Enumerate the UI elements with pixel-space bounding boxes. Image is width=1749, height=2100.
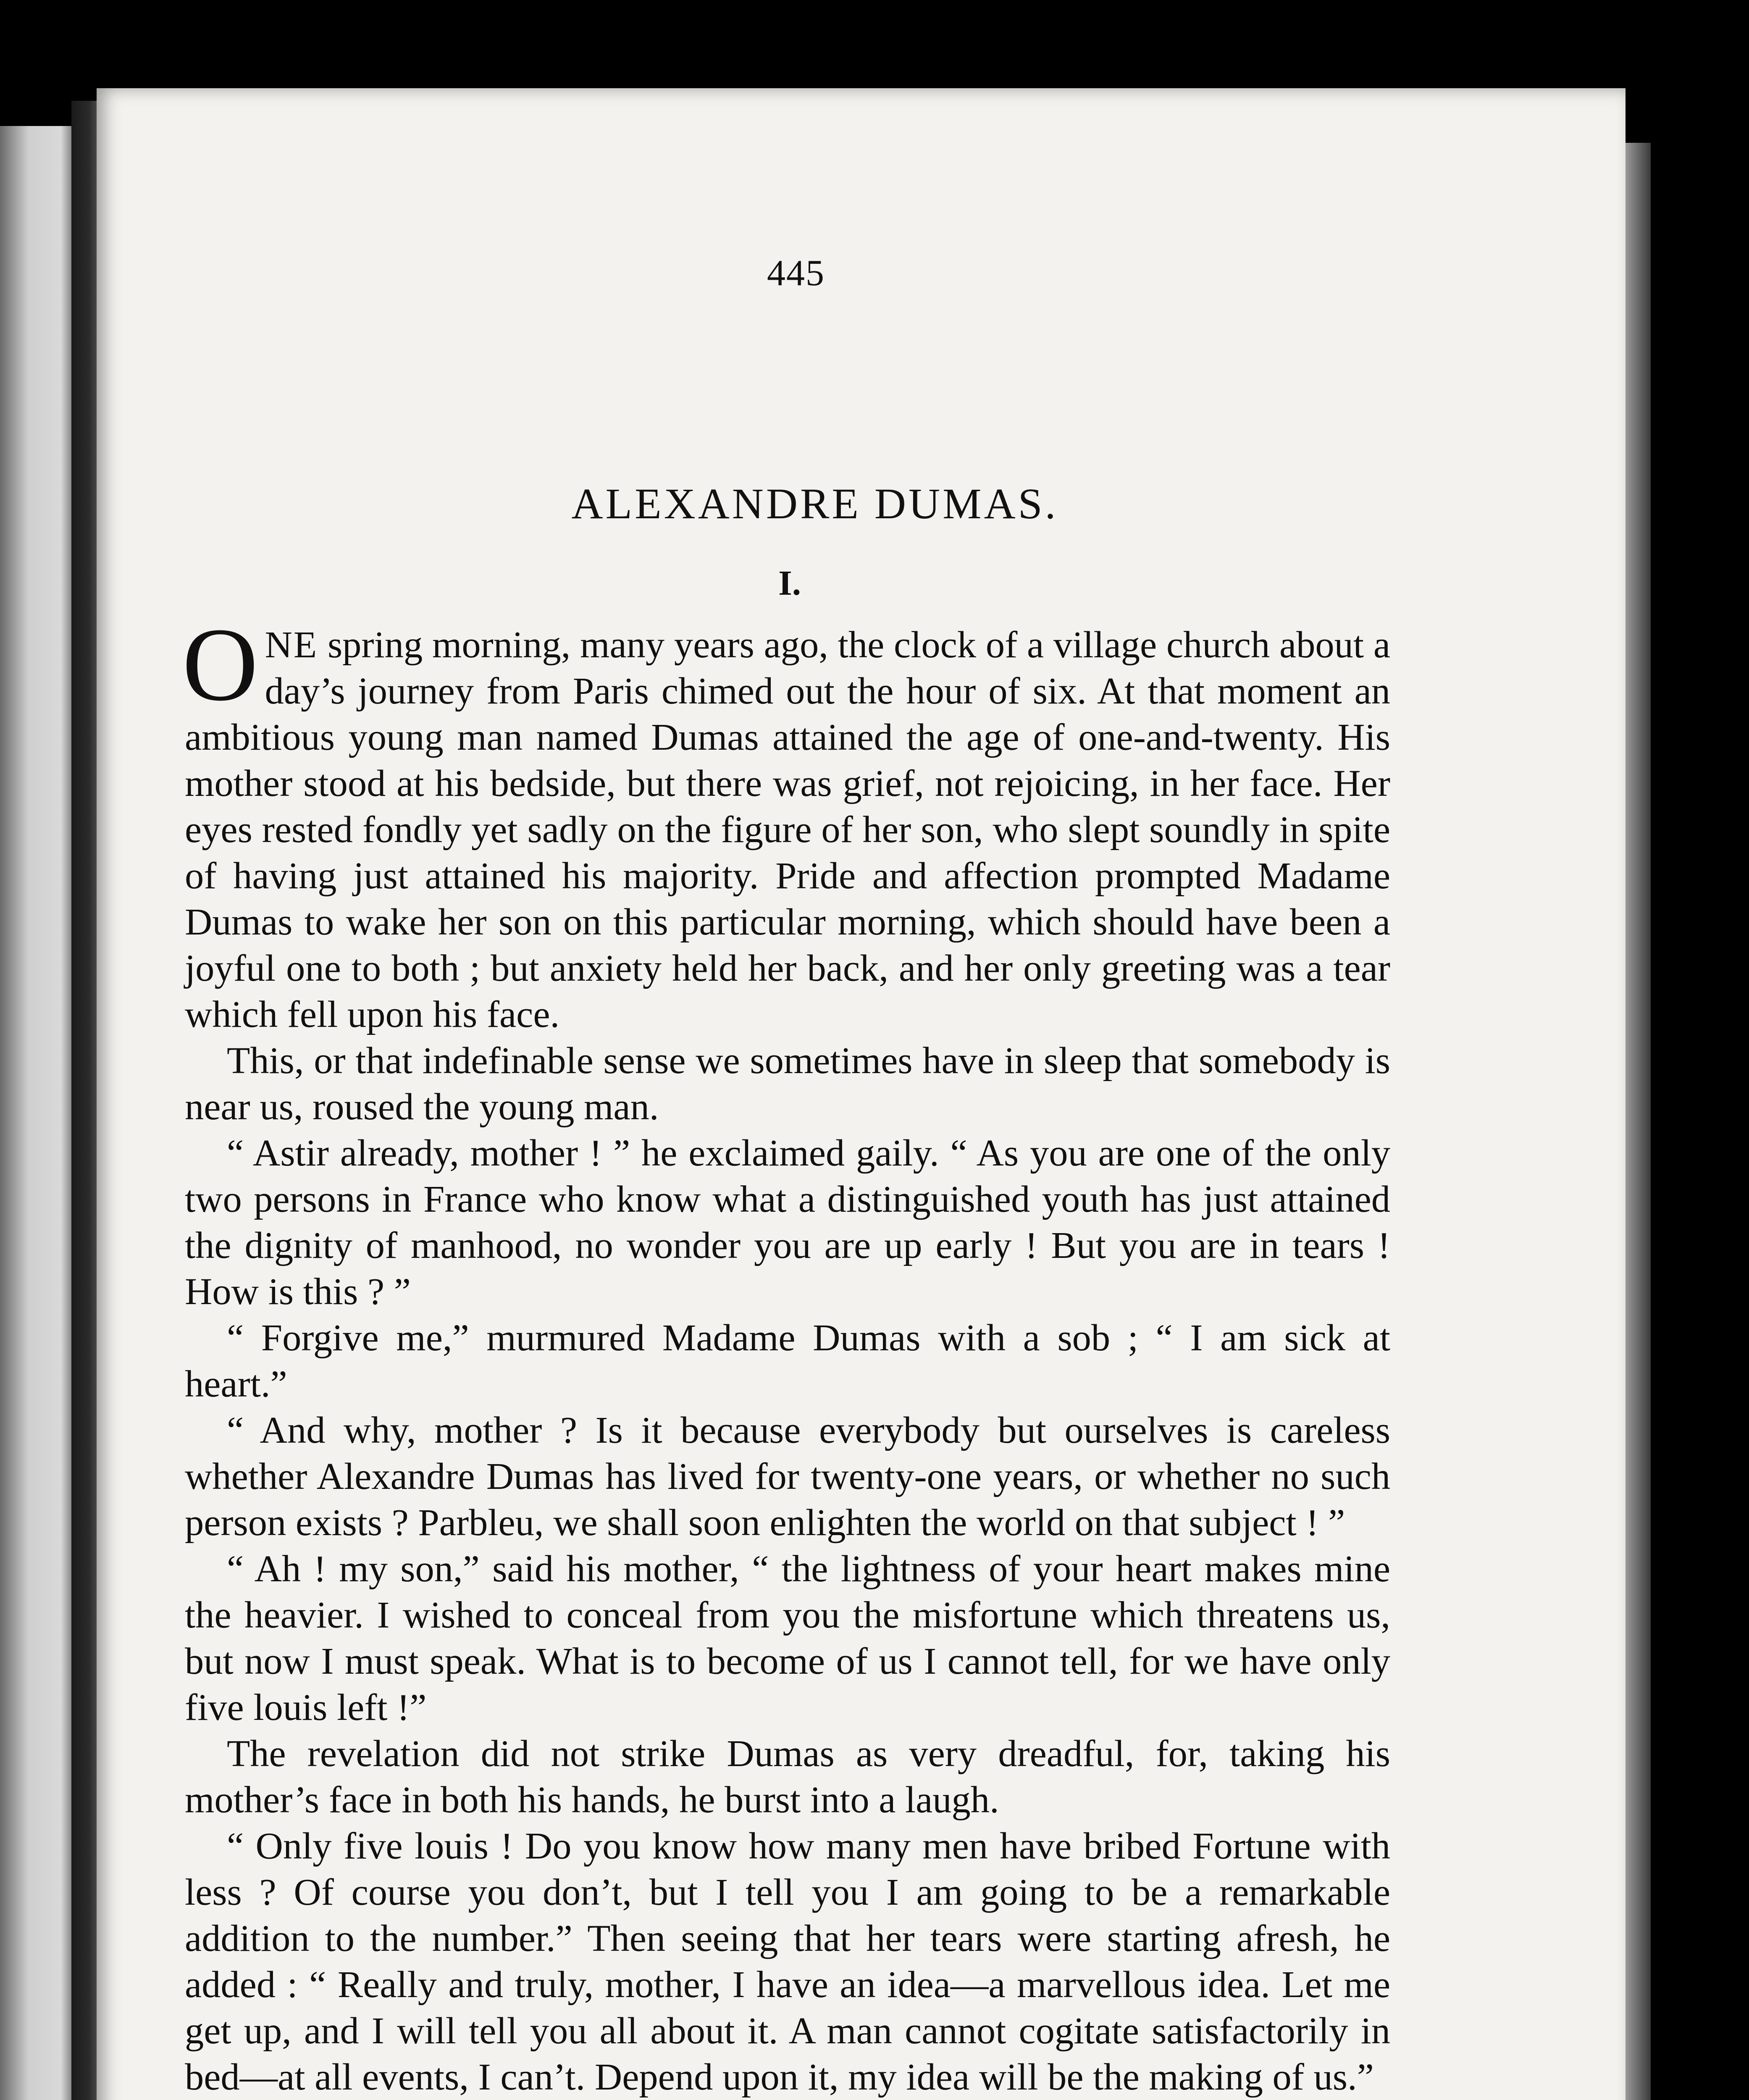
paragraph: “ Only five louis ! Do you know how many men have bribed Fortune with less ? Of course you don’t, but I tell you I am going to be a remarkable addition to the number.” Then seeing that her tears were starting afresh, he added : “ Really and truly, mother, I have an idea—a marvellous idea. Let me get up, and I will tell you all about it. A man cannot cogitate satisfactorily in bed—at all events, I can’t. Depend upon it, my idea will be the making of us.” bbox=[185, 1824, 1390, 2098]
paragraph: “ Astir already, mother ! ” he exclaimed gaily. “ As you are one of the only two persons in France who know what a distinguished youth has just attained the dignity of manhood, no wonder you are up early ! But you are in tears ! How is this ? ” bbox=[185, 1131, 1390, 1312]
article-title: ALEXANDRE DUMAS. bbox=[571, 480, 1058, 528]
paragraph-1 bbox=[182, 606, 1390, 1037]
article-body bbox=[182, 606, 1390, 2100]
first-paragraph-text: spring morning, many years ago, the clock of a village church about a day’s journey from Paris chimed out the hour of six. At that moment an ambitious young man named Dumas attained the age of one-and-twenty. His mother stood at his bedside, but there was grief, not rejoicing, in her face. Her eyes rested fondly yet sadly on the figure of her son, who slept soundly in spite of having just attained his majority. Pride and affection prompted Madame Dumas to wake her son on this particular morning, which should have been a joyful one to both ; but anxiety held her back, and her only greeting was a tear which fell upon his face. bbox=[185, 623, 1390, 1035]
paragraph: The revelation did not strike Dumas as very dreadful, for, taking his mother’s face in both his hands, he burst into a laugh. bbox=[185, 1732, 1390, 1821]
page-number: 445 bbox=[767, 253, 825, 294]
paragraph: “ Forgive me,” murmured Madame Dumas with a sob ; “ I am sick at heart.” bbox=[185, 1316, 1390, 1405]
facing-page-edge bbox=[0, 126, 71, 2100]
paragraph: “ And why, mother ? Is it because everybody but ourselves is careless whether Alexandre Dumas has lived for twenty-one years, or whether no such person exists ? Parbleu, we shall soon enlighten the world on that subject ! ” bbox=[185, 1409, 1390, 1544]
drop-cap: O bbox=[182, 606, 258, 723]
paragraph: “ Ah ! my son,” said his mother, “ the lightness of your heart makes mine the heavier. I wished to conceal from you the misfortune which threatens us, but now I must speak. What is to become of us I cannot tell, for we have only five louis left !” bbox=[185, 1547, 1390, 1728]
paragraph: This, or that indefinable sense we sometimes have in sleep that somebody is near us, roused the young man. bbox=[185, 1039, 1390, 1128]
page-right-edge bbox=[1626, 143, 1651, 2100]
section-numeral: I. bbox=[778, 564, 801, 603]
first-word-rest: NE bbox=[265, 623, 318, 666]
